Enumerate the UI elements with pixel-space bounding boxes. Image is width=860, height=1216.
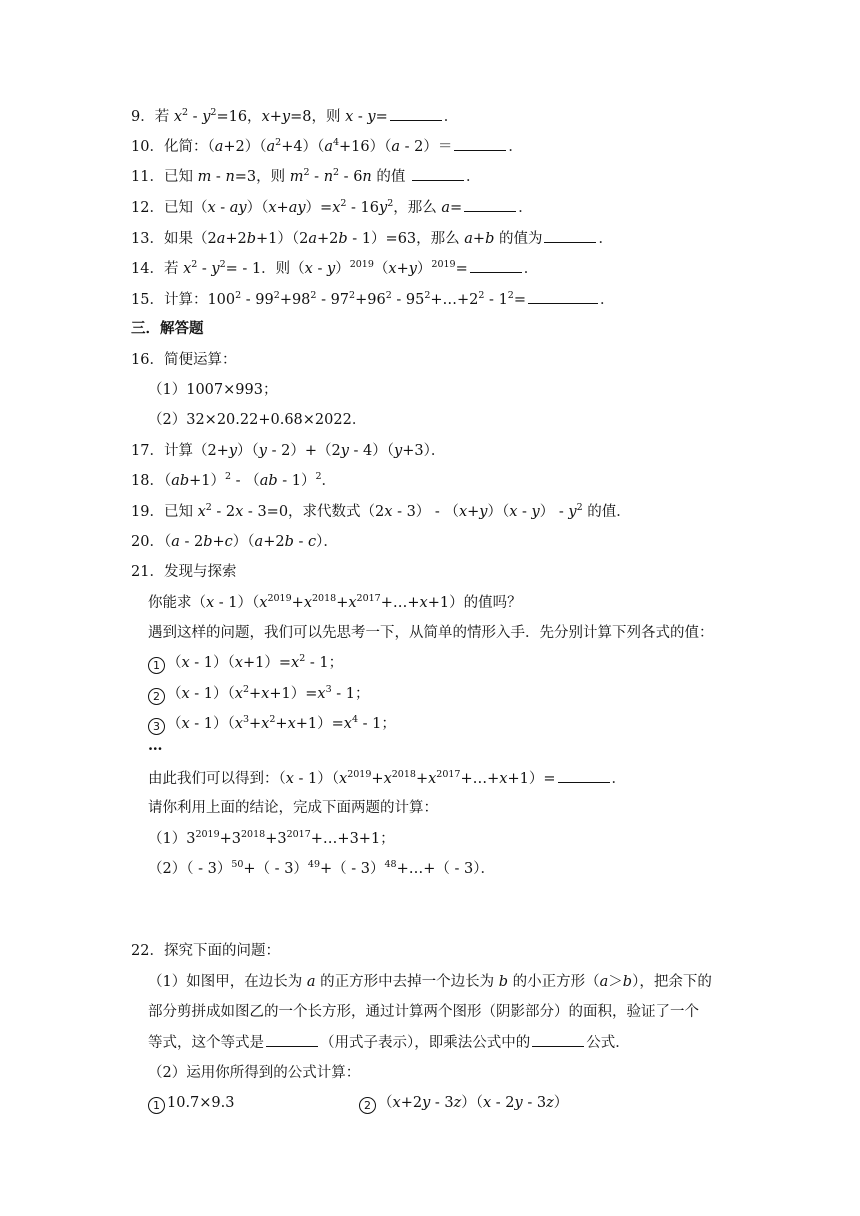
question-16-part-2: （2）32×20.22+0.68×2022． [148,412,367,428]
question-21-case-2: 2 $(x - 1)(x^2+x+1)=x^3 - 1$； [148,684,369,706]
question-17: 17．计算（2+y）（y - 2）+（2y - 4）（y+3）． [131,443,446,459]
question-21-conclusion: 由此我们可以得到：$(x - 1)(x^{2019}+x^{2018}+x^{2017}+\dots+x+1)=$ ． [148,769,626,787]
question-12: 12．已知$(x - ay)(x+ay)=x^2 - 16y^2$，那么 a= ． [131,198,533,216]
question-11: 11．已知 m - n=3，则 $m^2 - n^2 - 6n$ 的值 ． [131,167,481,185]
question-21-ellipsis: … [148,737,163,754]
question-21: 21．发现与探索 [131,564,237,580]
question-15: 15．计算：$100^2 - 99^2+98^2 - 97^2+96^2$ - $95^2+\dots+2^2 - 1^2=$ ． [131,290,615,308]
question-21-prompt: 你能求$(x - 1)(x^{2019}+x^{2018}+x^{2017}+\dots+x+1)$的值吗？ [148,593,522,611]
question-19: 19．已知 $x^2 - 2x - 3=0$，求代数式$(2x - 3) - (x+y)(x - y) - y^2$ 的值． [131,502,631,520]
question-20: 20．（a - 2b+c）（a+2b - c）． [131,534,338,550]
question-22: 22．探究下面的问题： [131,943,280,959]
question-10: 10．化简：$(a+2)(a^2+4)(a^4+16)(a - 2)=$ ． [131,137,523,155]
question-21-instruction: 请你利用上面的结论，完成下面两题的计算： [148,800,438,816]
question-18: 18．$(ab+1)^2 - (ab - 1)^2$． [131,471,337,489]
question-21-case-1: 1 $(x - 1)(x+1)=x^2 - 1$； [148,653,343,675]
question-13: 13．如果（2a+2b+1）（2a+2b - 1）=63，那么 a+b 的值为 ． [131,228,613,249]
question-22-part-2-b: 2 （x+2y - 3z）（x - 2y - 3z） [359,1093,568,1114]
question-9: 9．若 $x^2 - y^2=16$，x+y=8，则 x - y= ． [131,107,459,125]
question-21-hint: 遇到这样的问题，我们可以先思考一下，从简单的情形入手．先分别计算下列各式的值： [148,625,714,641]
question-22-part-2: （2）运用你所得到的公式计算： [148,1065,361,1081]
question-14: 14．若 $x^2 - y^2= - 1$．则$(x - y)^{2019}(x+y)^{2019}=$ ． [131,259,539,277]
question-21-part-2: （2）（ - 3）$^{50}$+（ - 3）$^{49}$+（ - 3）$^{48}$+…+（ - 3）． [148,859,496,877]
question-22-part-1-line-2: 部分剪拼成如图乙的一个长方形，通过计算两个图形（阴影部分）的面积，验证了一个 [148,1004,699,1020]
question-21-case-3: 3 $(x - 1)(x^3+x^2+x+1)=x^4 - 1$； [148,714,396,736]
question-16-part-1: （1）1007×993； [148,382,278,398]
question-16: 16．简便运算： [131,352,237,368]
question-22-part-2-a: 1 10.7×9.3 [148,1093,235,1114]
question-22-part-1-line-1: （1）如图甲，在边长为 a 的正方形中去掉一个边长为 b 的小正方形（a＞b），把余下的 [148,974,712,990]
section-heading-3: 三．解答题 [131,321,204,337]
question-22-part-1-line-3: 等式，这个等式是 （用式子表示），即乘法公式中的 公式． [148,1032,630,1053]
question-21-part-1: $(1)3^{2019}+3^{2018}+3^{2017}+\dots+3+1$； [148,829,395,847]
